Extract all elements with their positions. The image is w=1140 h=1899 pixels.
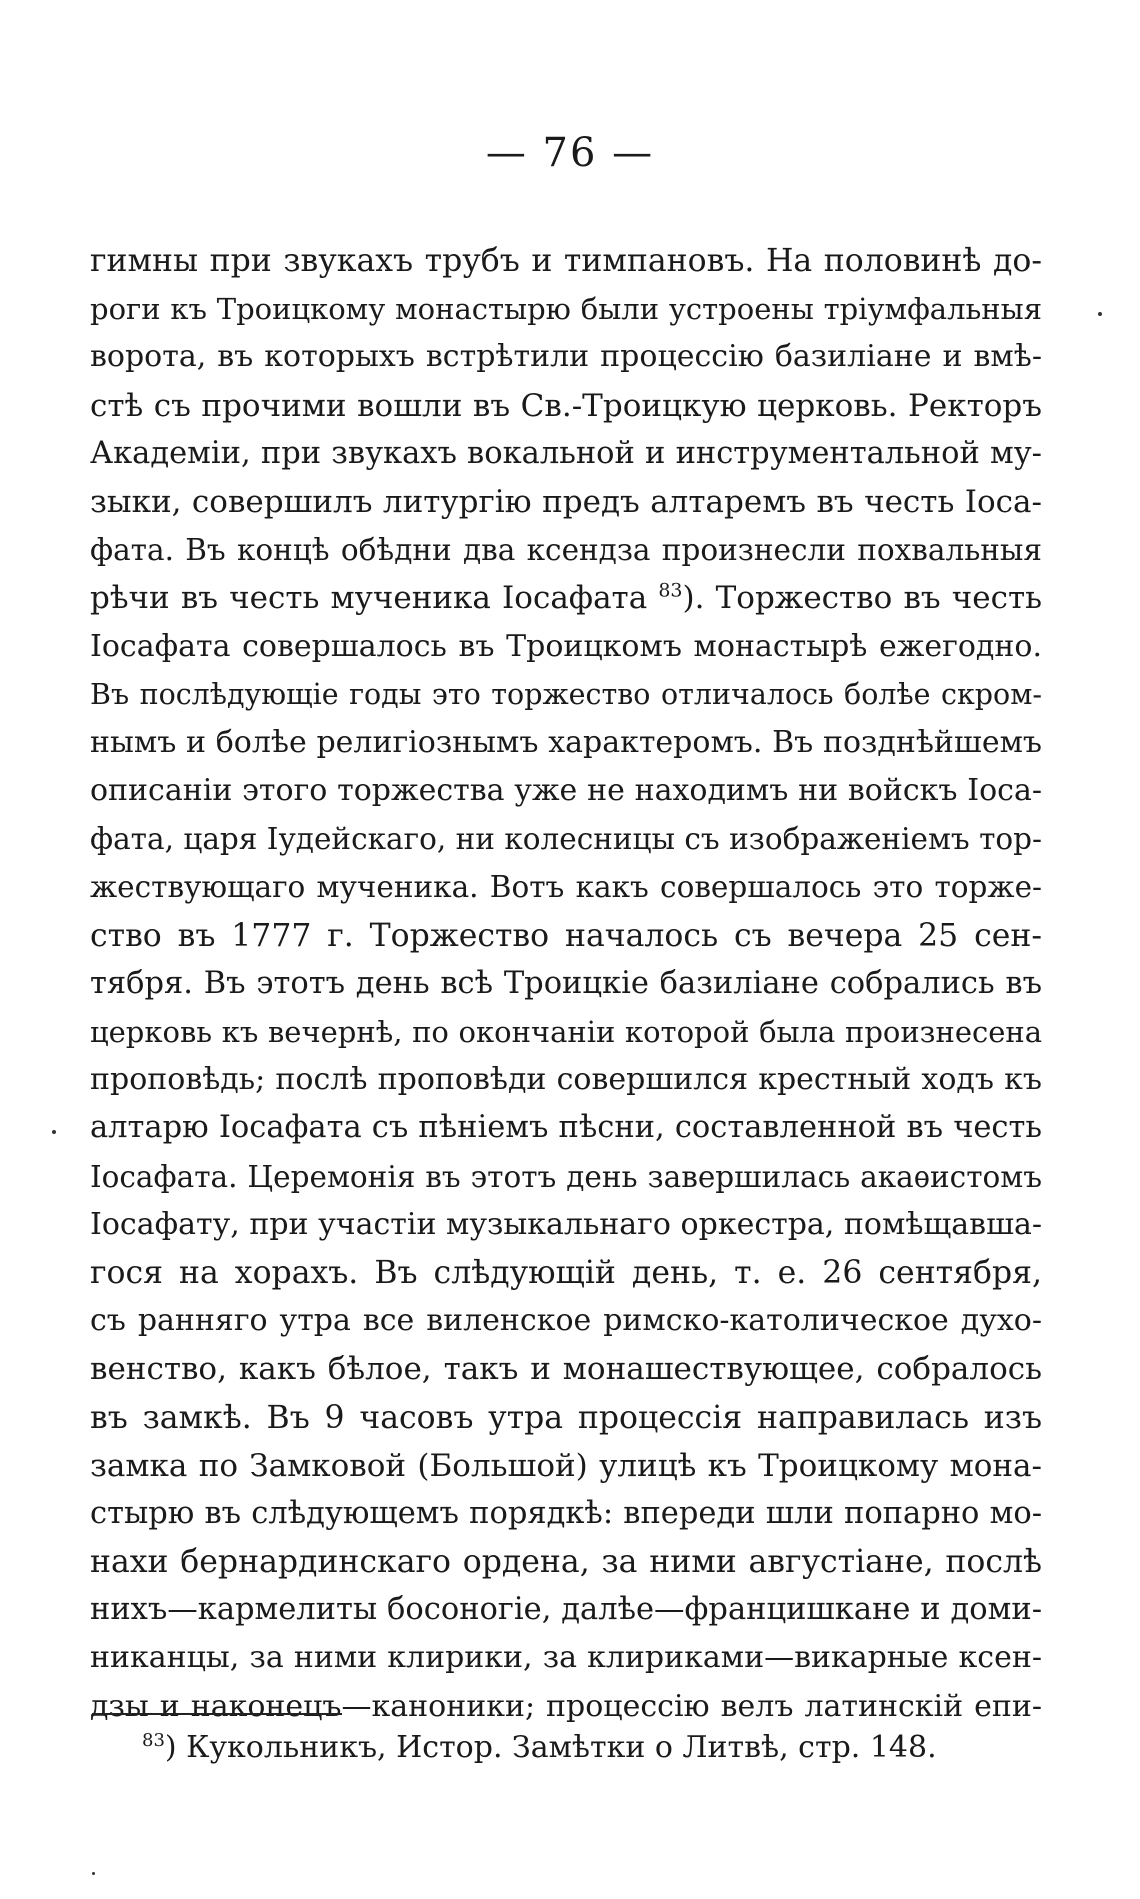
text-line-head: рѣчи въ честь мученика Іосафата — [90, 580, 648, 617]
text-line: Академіи, при звукахъ вокальной и инструментальной му- — [90, 435, 1042, 471]
body-text — [90, 237, 1042, 1731]
footnote — [142, 1726, 937, 1770]
text-line: замка по Замковой (Большой) улицѣ къ Троицкому мона- — [90, 1447, 1042, 1484]
text-line: гося на хорахъ. Въ слѣдующій день, т. е. 26 сентября, — [90, 1254, 1042, 1291]
text-line: съ ранняго утра все виленское римско-католическое духо- — [90, 1303, 1042, 1339]
text-line: Іосафату, при участіи музыкальнаго оркестра, помѣщавша- — [90, 1206, 1042, 1242]
text-line: жествующаго мученика. Вотъ какъ совершалось это торже- — [90, 870, 1042, 905]
text-line: описаніи этого торжества уже не находимъ ни войскъ Іоса- — [90, 773, 1042, 809]
text-line: стѣ съ прочими вошли въ Св.-Троицкую церковь. Ректоръ — [90, 387, 1042, 424]
text-line: Въ послѣдующіе годы это торжество отличалось болѣе скром- — [90, 677, 1042, 711]
text-line-tail: ). Торжество въ честь — [682, 580, 1042, 617]
print-speck — [92, 1872, 95, 1875]
text-line: Іосафата. Церемонія въ этотъ день завершилась акаѳистомъ — [90, 1159, 1042, 1194]
print-speck — [1098, 312, 1102, 316]
text-line: зыки, совершилъ литургію предъ алтаремъ въ честь Іоса- — [90, 483, 1042, 520]
text-line: нихъ—кармелиты босоногіе, далѣе—францишкане и доми- — [90, 1592, 1042, 1628]
text-line: ство въ 1777 г. Торжество началось съ вечера 25 сен- — [90, 917, 1042, 954]
print-speck — [52, 1130, 56, 1134]
text-line: ворота, въ которыхъ встрѣтили процессію базиліане и вмѣ- — [90, 339, 1042, 375]
text-line: нахи бернардинскаго ордена, за ними августіане, послѣ — [90, 1544, 1042, 1581]
text-line: тября. Въ этотъ день всѣ Троицкіе базиліане собрались въ — [90, 965, 1042, 1001]
text-line: никанцы, за ними клирики, за клириками—викарные ксен- — [90, 1640, 1042, 1676]
text-line: проповѣдь; послѣ проповѣди совершился крестный ходъ къ — [90, 1062, 1042, 1098]
text-line: фата, царя Іудейскаго, ни колесницы съ изображеніемъ тор- — [90, 822, 1042, 857]
footnote-reference[interactable]: 83 — [658, 579, 683, 602]
page-number: — 76 — — [485, 130, 655, 176]
text-line: дзы и наконецъ—каноники; процессію велъ латинскій епи- — [90, 1688, 1042, 1724]
text-line: алтарю Іосафата съ пѣніемъ пѣсни, составленной въ честь — [90, 1110, 1042, 1146]
text-line: нымъ и болѣе религіознымъ характеромъ. Въ позднѣйшемъ — [90, 724, 1042, 760]
text-line: гимны при звукахъ трубъ и тимпановъ. На половинѣ до- — [90, 243, 1042, 279]
text-line: въ замкѣ. Въ 9 часовъ утра процессія направилась изъ — [90, 1399, 1042, 1436]
footnote-divider — [92, 1713, 342, 1715]
footnote-text: ) Кукольникъ, Истор. Замѣтки о Литвѣ, стр. 148. — [164, 1730, 937, 1765]
text-line: церковь къ вечернѣ, по окончаніи которой была произнесена — [90, 1015, 1042, 1049]
text-line: фата. Въ концѣ обѣдни два ксендза произнесли похвальныя — [90, 533, 1042, 568]
text-line: венство, какъ бѣлое, такъ и монашествующее, собралось — [90, 1351, 1042, 1388]
footnote-mark: 83 — [142, 1730, 165, 1751]
text-line: стырю въ слѣдующемъ порядкѣ: впереди шли попарно мо- — [90, 1495, 1042, 1531]
text-line: Іосафата совершалось въ Троицкомъ монастырѣ ежегодно. — [90, 628, 1042, 664]
text-line-with-footnote — [90, 574, 1042, 622]
text-line: роги къ Троицкому монастырю были устроены тріумфальныя — [90, 292, 1042, 327]
